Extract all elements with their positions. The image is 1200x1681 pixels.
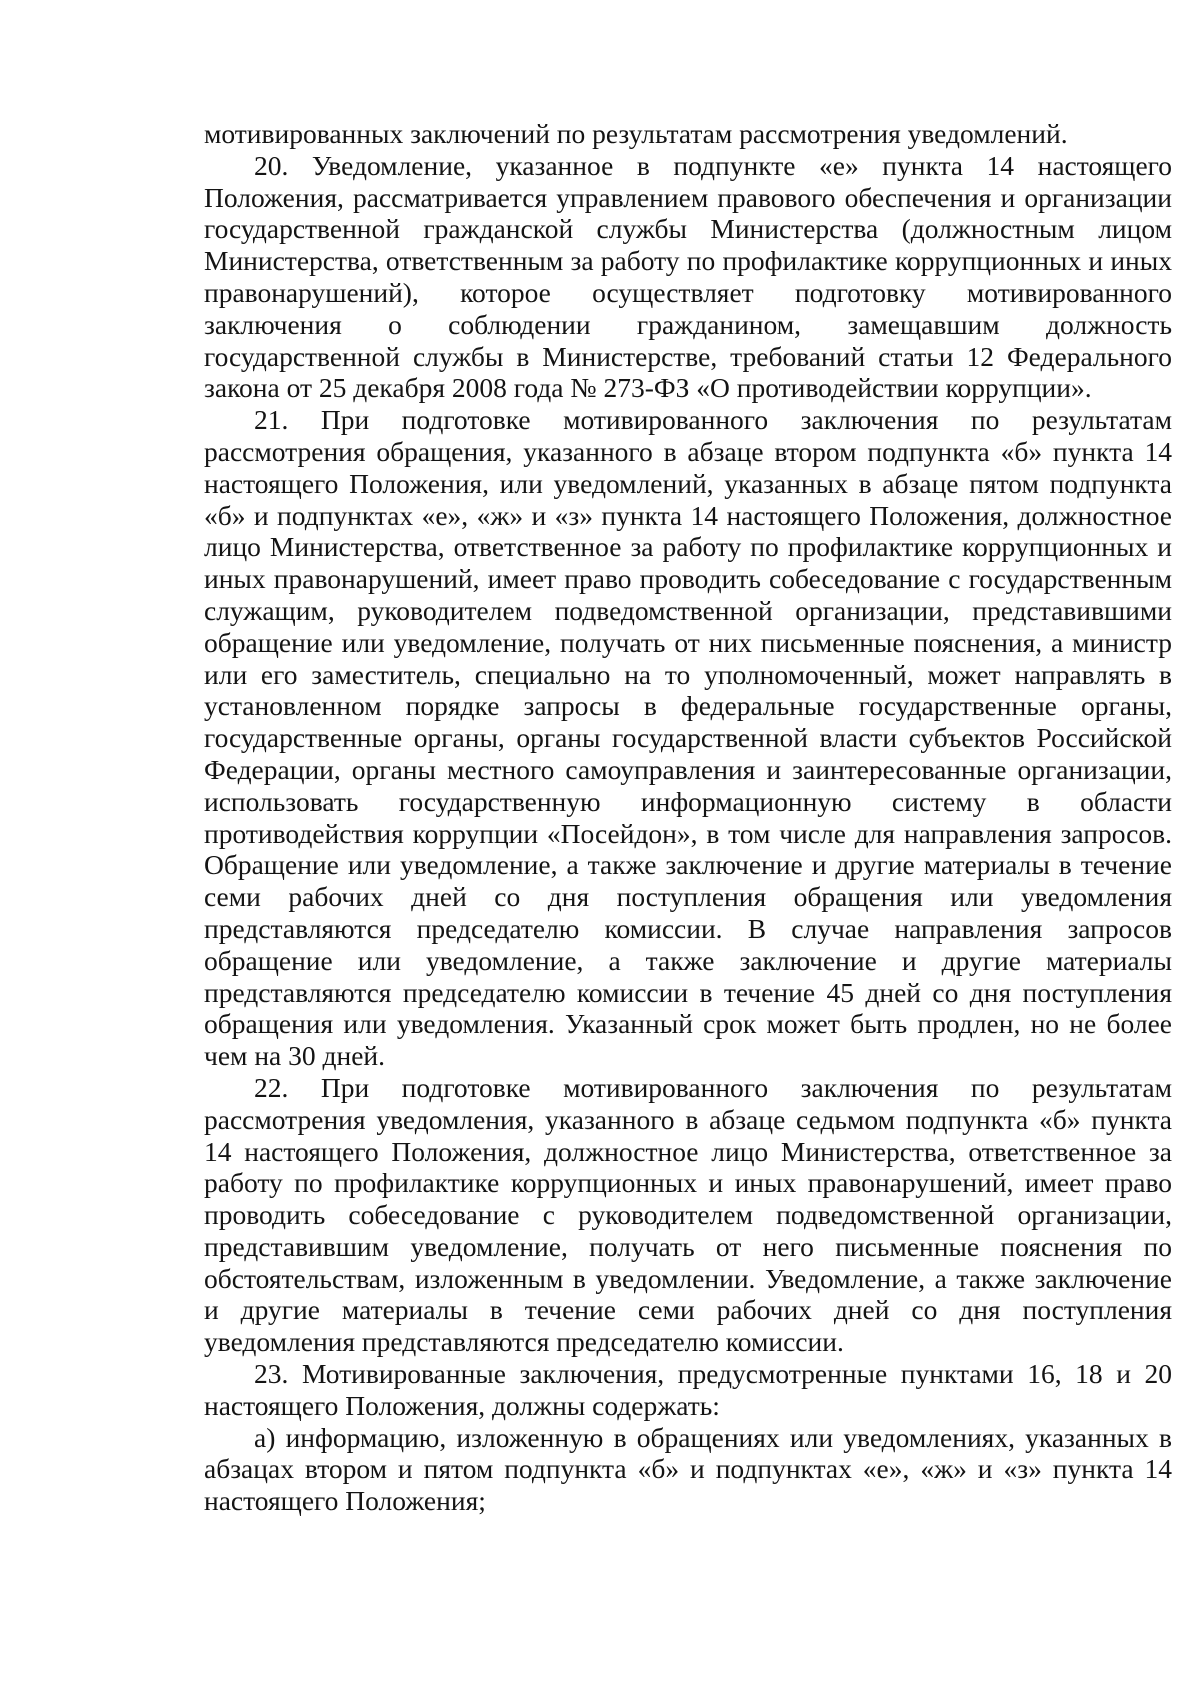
paragraph-23: 23. Мотивированные заключения, предусмотренные пунктами 16, 18 и 20 настоящего Положения, должны содержать: [204, 1358, 1172, 1421]
paragraph-23-a: а) информацию, изложенную в обращениях или уведомлениях, указанных в абзацах втором и пятом подпункта «б» и подпунктах «е», «ж» и «з» пункта 14 настоящего Положения; [204, 1421, 1172, 1517]
document-page [204, 118, 1172, 1517]
paragraph-22: 22. При подготовке мотивированного заключения по результатам рассмотрения уведомления, указанного в абзаце седьмом подпункта «б» пункта 14 настоящего Положения, должностное лицо Министерства, ответственное за работу по профилактике коррупционных и иных правонарушений, имеет право проводить собеседование с руководителем подведомственной организации, представившим уведомление, получать от него письменные пояснения по обстоятельствам, изложенным в уведомлении. Уведомление, а также заключение и другие материалы в течение семи рабочих дней со дня поступления уведомления представляются председателю комиссии. [204, 1071, 1172, 1358]
paragraph-continuation: мотивированных заключений по результатам рассмотрения уведомлений. [204, 118, 1068, 149]
paragraph-21: 21. При подготовке мотивированного заключения по результатам рассмотрения обращения, указанного в абзаце втором подпункта «б» пункта 14 настоящего Положения, или уведомлений, указанных в абзаце пятом подпункта «б» и подпунктах «е», «ж» и «з» пункта 14 настоящего Положения, должностное лицо Министерства, ответственное за работу по профилактике коррупционных и иных правонарушений, имеет право проводить собеседование с государственным служащим, руководителем подведомственной организации, представившими обращение или уведомление, получать от них письменные пояснения, а министр или его заместитель, специально на то уполномоченный, может направлять в установленном порядке запросы в федеральные государственные органы, государственные органы, органы государственной власти субъектов Российской Федерации, органы местного самоуправления и заинтересованные организации, использовать государственную информационную систему в области противодействия коррупции «Посейдон», в том числе для направления запросов. Обращение или уведомление, а также заключение и другие материалы в течение семи рабочих дней со дня поступления обращения или уведомления представляются председателю комиссии. В случае направления запросов обращение или уведомление, а также заключение и другие материалы представляются председателю комиссии в течение 45 дней со дня поступления обращения или уведомления. Указанный срок может быть продлен, но не более чем на 30 дней. [204, 404, 1172, 1072]
paragraph-20: 20. Уведомление, указанное в подпункте «е» пункта 14 настоящего Положения, рассматривается управлением правового обеспечения и организации государственной гражданской службы Министерства (должностным лицом Министерства, ответственным за работу по профилактике коррупционных и иных правонарушений), которое осуществляет подготовку мотивированного заключения о соблюдении гражданином, замещавшим должность государственной службы в Министерстве, требований статьи 12 Федерального закона от 25 декабря 2008 года № 273-ФЗ «О противодействии коррупции». [204, 149, 1172, 404]
